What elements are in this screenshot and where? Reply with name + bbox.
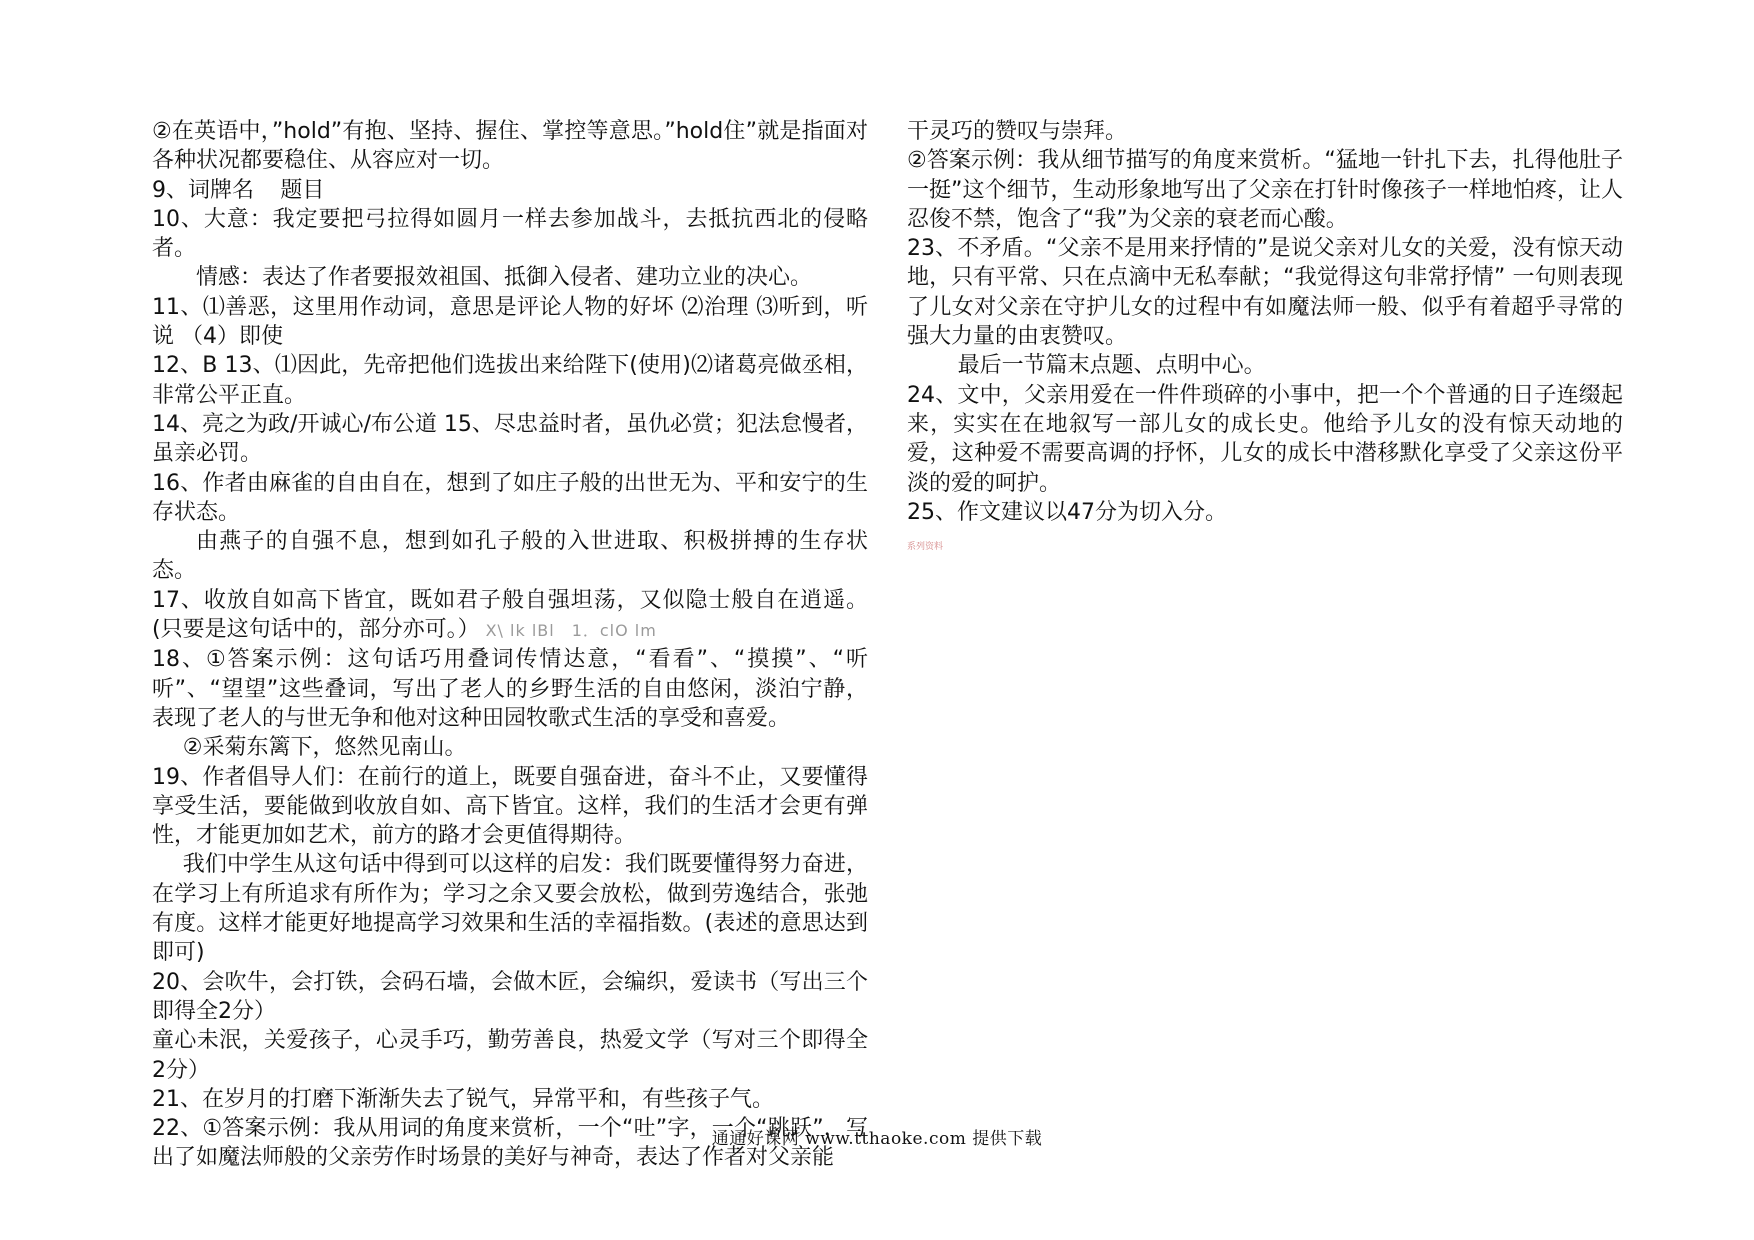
answer-20: 20、会吹牛，会打铁，会码石墙，会做木匠，会编织，爱读书（写出三个即得全2分） (152, 969, 868, 1024)
answer-17 (152, 586, 868, 646)
right-column (907, 117, 1623, 562)
page-footer: 通通好课网 www.tthaoke.com 提供下载 (711, 1129, 1043, 1149)
series-material-link[interactable]: 系列资料 (907, 542, 944, 553)
left-column (152, 117, 868, 1173)
answer-22-1: 22、①答案示例：我从用词的角度来赏析，一个“吐”字，一个“跳跃”，写出了如魔法师般的父亲劳作时场景的美好与神奇，表达了作者对父亲能 (152, 1116, 868, 1171)
answer-18-2: ②采菊东篱下，悠然见南山。 (182, 735, 467, 761)
answer-9-part-b: 题目 (280, 177, 325, 203)
answer-12-13: 12、B 13、⑴因此，先帝把他们选拔出来给陛下(使用)⑵诸葛亮做丞相，非常公平正直。 (152, 353, 868, 408)
answer-17-text: 17、收放自如高下皆宜，既如君子般自强坦荡，又似隐士般自在逍遥。(只要是这句话中的，部分亦可。） (152, 587, 868, 643)
answer-20-traits: 童心未泯，关爱孩子，心灵手巧，勤劳善良，热爱文学（写对三个即得全2分） (152, 1028, 868, 1083)
answer-22-2: ②答案示例：我从细节描写的角度来赏析。“猛地一针扎下去，扎得他肚子一挺”这个细节，生动形象地写出了父亲在打针时像孩子一样地怕疼，让人忍俊不禁，饱含了“我”为父亲的衰老而心酸。 (907, 148, 1623, 232)
answer-9-part-a: 9、词牌名 (152, 177, 254, 203)
answer-16-swallow: 由燕子的自强不息，想到如孔子般的入世进取、积极拼搏的生存状态。 (152, 529, 868, 584)
answer-22-1-cont: 干灵巧的赞叹与崇拜。 (907, 119, 1128, 144)
answer-16: 16、作者由麻雀的自由自在，想到了如庄子般的出世无为、平和安宁的生存状态。 (152, 470, 868, 525)
answer-25: 25、作文建议以47分为切入分。 (907, 499, 1227, 525)
watermark-mark: X\ lk lBl 1．clO lm (485, 621, 657, 641)
answer-21: 21、在岁月的打磨下渐渐失去了锐气，异常平和，有些孩子气。 (152, 1086, 774, 1112)
answer-10-meaning: 10、大意：我定要把弓拉得如圆月一样去参加战斗，去抵抗西北的侵略者。 (152, 206, 868, 262)
answer-11: 11、⑴善恶，这里用作动词，意思是评论人物的好坏 ⑵治理 ⑶听到，听说 （4）即使 (152, 294, 868, 350)
answer-23-last-section: 最后一节篇末点题、点明中心。 (957, 353, 1266, 379)
answer-19-inspiration: 我们中学生从这句话中得到可以这样的启发：我们既要懂得努力奋进，在学习上有所追求有所作为；学习之余又要会放松，做到劳逸结合，张弛有度。这样才能更好地提高学习效果和生活的幸福指数。(表述的意思达到即可) (152, 852, 868, 966)
answer-9 (152, 176, 868, 205)
answer-24: 24、文中，父亲用爱在一件件琐碎的小事中，把一个个普通的日子连缀起来，实实在在地叙写一部儿女的成长史。他给予儿女的没有惊天动地的爱，这种爱不需要高调的抒怀，儿女的成长中潜移默化享受了父亲这份平淡的爱的呵护。 (907, 382, 1623, 496)
answer-10-emotion: 情感：表达了作者要报效祖国、抵御入侵者、建功立业的决心。 (196, 265, 813, 291)
answer-19: 19、作者倡导人们：在前行的道上，既要自强奋进，奋斗不止，又要懂得享受生活，要能做到收放自如、高下皆宜。这样，我们的生活才会更有弹性，才能更加如艺术，前方的路才会更值得期待。 (152, 764, 868, 849)
answer-8-2: ②在英语中，”hold”有抱、坚持、握住、掌控等意思。”hold住”就是指面对各种状况都要稳住、从容应对一切。 (152, 119, 868, 174)
answer-18-1: 18、①答案示例：这句话巧用叠词传情达意，“看看”、“摸摸”、“听听”、“望望”这些叠词，写出了老人的乡野生活的自由悠闲，淡泊宁静，表现了老人的与世无争和他对这种田园牧歌式生活的享受和喜爱。 (152, 647, 868, 731)
answer-14-15: 14、亮之为政/开诚心/布公道 15、尽忠益时者，虽仇必赏；犯法怠慢者，虽亲必罚。 (152, 411, 868, 467)
answer-23: 23、不矛盾。“父亲不是用来抒情的”是说父亲对儿女的关爱，没有惊天动地，只有平常、只在点滴中无私奉献；“我觉得这句非常抒情” 一句则表现了儿女对父亲在守护儿女的过程中有如魔法师一般、似乎有着超乎寻常的强大力量的由衷赞叹。 (907, 236, 1623, 350)
